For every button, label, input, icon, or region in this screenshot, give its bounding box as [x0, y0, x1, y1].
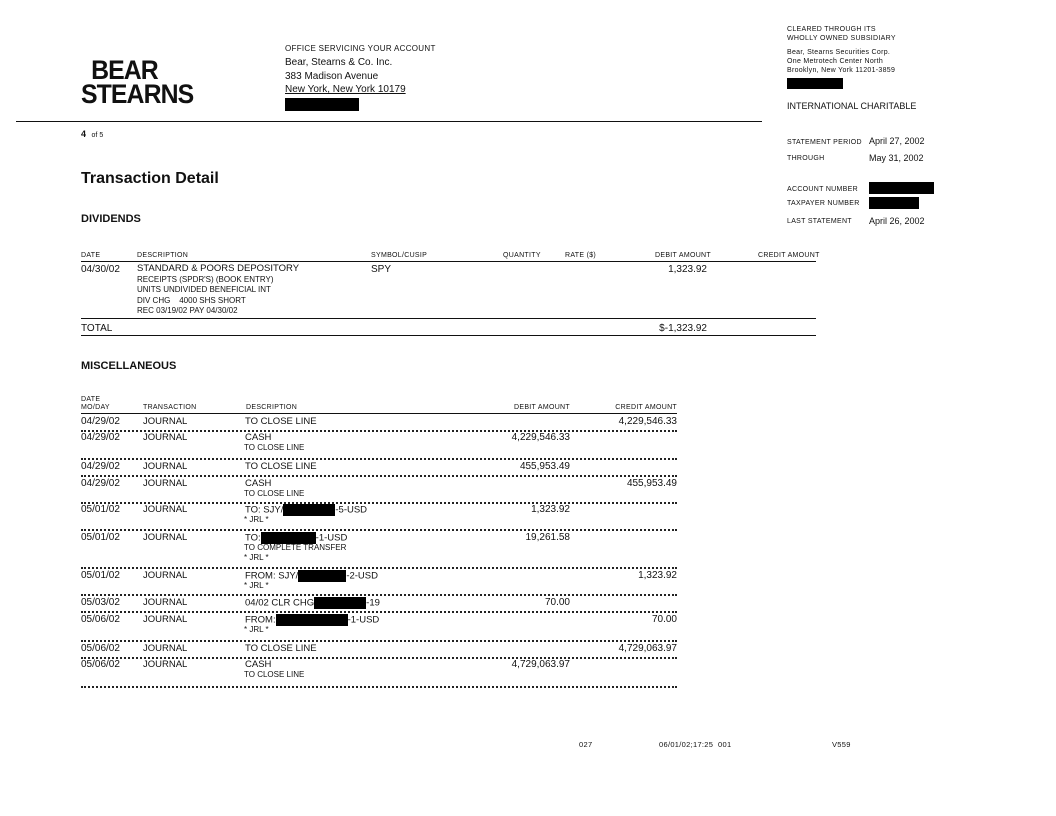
statement-period-from: April 27, 2002 [869, 136, 925, 146]
div-row-debit: 1,323.92 [668, 264, 707, 275]
row-debit: 4,729,063.97 [511, 659, 570, 670]
redacted-taxpayer-number [869, 197, 919, 209]
last-statement-date: April 26, 2002 [869, 216, 925, 226]
row-debit: 19,261.58 [525, 532, 570, 543]
page-number: 4 [81, 129, 87, 139]
logo-line-1: BEAR [91, 55, 158, 85]
div-col-credit: CREDIT AMOUNT [758, 252, 820, 259]
office-heading: OFFICE SERVICING YOUR ACCOUNT [285, 44, 436, 53]
misc-col-credit: CREDIT AMOUNT [615, 404, 677, 411]
row-description [245, 597, 380, 609]
footer-code-2: V559 [832, 740, 851, 749]
misc-col-date-line-1: DATE [81, 396, 101, 403]
row-description-text: FROM: SJY/ [245, 570, 299, 582]
row-date: 05/06/02 [81, 659, 120, 670]
row-transaction: JOURNAL [143, 432, 188, 443]
div-row-date: 04/30/02 [81, 264, 120, 275]
row-description-text: TO: [245, 532, 261, 544]
div-total-debit: $-1,323.92 [659, 323, 707, 334]
page-of: of 5 [91, 132, 104, 139]
div-col-symbol: SYMBOL/CUSIP [371, 252, 428, 259]
div-desc-line-1: STANDARD & POORS DEPOSITORY [137, 263, 300, 274]
account-number-label: ACCOUNT NUMBER [787, 186, 858, 193]
div-col-quantity: QUANTITY [503, 252, 541, 259]
row-transaction: JOURNAL [143, 614, 188, 625]
row-description-text: 04/02 CLR CHG [245, 597, 315, 609]
div-col-debit: DEBIT AMOUNT [655, 252, 711, 259]
row-transaction: JOURNAL [143, 416, 188, 427]
row-date: 04/29/02 [81, 461, 120, 472]
row-description-text: TO: SJY/ [245, 504, 284, 516]
row-description-suffix: -1-USD [347, 614, 380, 626]
misc-col-transaction: TRANSACTION [143, 404, 197, 411]
row-description-text: CASH [245, 659, 272, 670]
row-transaction: JOURNAL [143, 461, 188, 472]
redacted-phone [285, 98, 359, 111]
account-name: INTERNATIONAL CHARITABLE [787, 101, 917, 111]
row-description [245, 478, 271, 489]
table-row [81, 461, 677, 477]
row-transaction: JOURNAL [143, 643, 188, 654]
row-description-line-2: TO CLOSE LINE [244, 443, 305, 452]
div-row-description [137, 264, 299, 317]
div-total-label: TOTAL [81, 323, 113, 334]
row-description-suffix: -2-USD [346, 570, 378, 582]
row-description-suffix: -1-USD [315, 532, 348, 544]
row-credit: 70.00 [651, 614, 677, 625]
row-transaction: JOURNAL [143, 478, 188, 489]
div-total-rule-bottom [81, 335, 816, 336]
header-rule [16, 121, 762, 122]
redacted-account-ref [298, 570, 346, 582]
table-row [81, 432, 677, 460]
row-date: 04/29/02 [81, 432, 120, 443]
row-description-line-2: TO COMPLETE TRANSFER [244, 543, 347, 552]
row-description-line-2: * JRL * [244, 515, 269, 524]
row-description-line-2: TO CLOSE LINE [244, 670, 305, 679]
statement-period-to: May 31, 2002 [869, 153, 924, 163]
row-date: 05/01/02 [81, 532, 120, 543]
page-title: Transaction Detail [81, 170, 219, 187]
table-row [81, 614, 677, 642]
row-description [245, 461, 317, 472]
office-block [285, 44, 436, 113]
footer-stamp: 06/01/02;17:25 001 [659, 740, 732, 749]
div-header-rule [81, 261, 816, 262]
office-name: Bear, Stearns & Co. Inc. [285, 57, 393, 68]
row-date: 05/03/02 [81, 597, 120, 608]
table-row [81, 659, 677, 688]
row-credit: 1,323.92 [638, 570, 677, 581]
taxpayer-number-label: TAXPAYER NUMBER [787, 200, 860, 207]
row-description-text: TO CLOSE LINE [245, 461, 317, 472]
table-row [81, 643, 677, 659]
row-description-text: CASH [245, 478, 272, 489]
row-description-text: FROM: [245, 614, 276, 626]
table-row [81, 532, 677, 569]
div-row-symbol: SPY [371, 264, 392, 275]
row-date: 05/01/02 [81, 570, 120, 581]
office-street: 383 Madison Avenue [285, 71, 379, 82]
statement-period-label: STATEMENT PERIOD [787, 139, 862, 146]
table-row [81, 570, 677, 596]
dividends-heading: DIVIDENDS [81, 213, 141, 225]
redacted-clearing-phone [787, 78, 843, 89]
row-description-line-2: * JRL * [244, 625, 269, 634]
row-transaction: JOURNAL [143, 532, 188, 543]
redacted-account-ref [283, 504, 335, 516]
clearing-street: One Metrotech Center North [787, 58, 884, 65]
office-city: New York, New York 10179 [285, 84, 406, 95]
div-desc-line-3: UNITS UNDIVIDED BENEFICIAL INT [137, 285, 271, 294]
misc-col-description: DESCRIPTION [246, 404, 298, 411]
row-transaction: JOURNAL [143, 659, 188, 670]
row-date: 04/29/02 [81, 478, 120, 489]
through-label: THROUGH [787, 155, 825, 162]
redacted-account-number [869, 182, 934, 194]
footer-code-1: 027 [579, 740, 593, 749]
misc-col-date-line-2: MO/DAY [81, 404, 110, 411]
div-col-date: DATE [81, 252, 101, 259]
div-col-description: DESCRIPTION [137, 252, 189, 259]
clearing-name: Bear, Stearns Securities Corp. [787, 49, 891, 56]
div-desc-line-4: DIV CHG 4000 SHS SHORT [137, 295, 246, 305]
div-desc-line-2: RECEIPTS (SPDR'S) (BOOK ENTRY) [137, 274, 274, 284]
clearing-heading-2: WHOLLY OWNED SUBSIDIARY [787, 35, 896, 42]
row-date: 05/01/02 [81, 504, 120, 515]
row-description [245, 432, 271, 443]
table-row [81, 597, 677, 613]
row-credit: 4,729,063.97 [618, 643, 677, 654]
row-description-line-2: TO CLOSE LINE [244, 489, 305, 498]
row-description-text: TO CLOSE LINE [245, 416, 317, 427]
clearing-heading-1: CLEARED THROUGH ITS [787, 26, 876, 33]
row-transaction: JOURNAL [143, 570, 188, 581]
row-transaction: JOURNAL [143, 597, 188, 608]
row-description-text: CASH [245, 432, 272, 443]
div-col-rate: RATE ($) [565, 252, 597, 259]
row-description-line-2: * JRL * [244, 581, 269, 590]
table-row [81, 478, 677, 504]
row-credit: 4,229,546.33 [618, 416, 677, 427]
row-transaction: JOURNAL [143, 504, 188, 515]
div-desc-line-5: REC 03/19/02 PAY 04/30/02 [137, 306, 238, 315]
table-row [81, 504, 677, 531]
misc-col-date [81, 396, 110, 412]
row-credit: 455,953.49 [626, 478, 677, 489]
row-description [245, 416, 317, 427]
misc-col-debit: DEBIT AMOUNT [514, 404, 570, 411]
clearing-city: Brooklyn, New York 11201-3859 [787, 67, 896, 74]
bear-stearns-logo [81, 55, 194, 109]
row-date: 04/29/02 [81, 416, 120, 427]
page-indicator [81, 129, 103, 139]
logo-line-2: STEARNS [81, 79, 194, 109]
redacted-account-ref [314, 597, 366, 609]
row-debit: 1,323.92 [531, 504, 570, 515]
redacted-account-ref [276, 614, 348, 626]
clearing-block [787, 26, 896, 92]
row-description-line-3: * JRL * [244, 553, 269, 562]
div-total-rule-top [81, 318, 816, 319]
row-date: 05/06/02 [81, 614, 120, 625]
row-debit: 70.00 [544, 597, 570, 608]
row-description-text: TO CLOSE LINE [245, 643, 317, 654]
row-debit: 455,953.49 [519, 461, 570, 472]
last-statement-label: LAST STATEMENT [787, 218, 852, 225]
row-description-suffix: -5-USD [335, 504, 368, 516]
misc-heading: MISCELLANEOUS [81, 360, 177, 372]
misc-header-rule [81, 413, 677, 414]
row-debit: 4,229,546.33 [511, 432, 570, 443]
row-description-suffix: -19 [366, 597, 380, 609]
row-description [245, 643, 317, 654]
row-description [245, 659, 271, 670]
row-date: 05/06/02 [81, 643, 120, 654]
table-row [81, 416, 677, 432]
